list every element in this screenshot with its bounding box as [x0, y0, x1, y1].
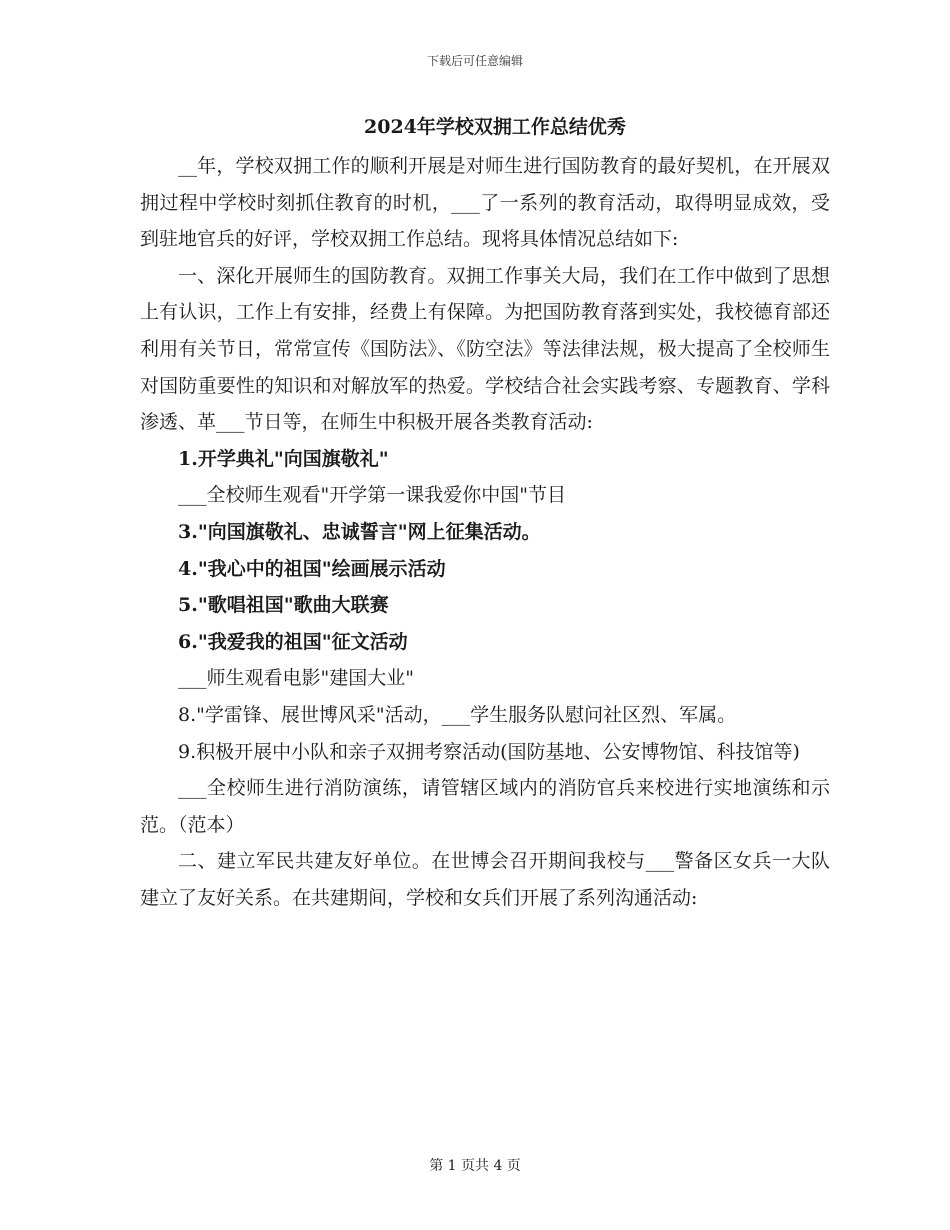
list-item-5: 5."歌唱祖国"歌曲大联赛 — [178, 594, 389, 617]
list-item-4: 4."我心中的祖国"绘画展示活动 — [178, 557, 446, 580]
list-item-1: 1.开学典礼"向国旗敬礼" — [178, 447, 389, 470]
list-item-10: ___全校师生进行消防演练，请管辖区域内的消防官兵来校进行实地演练和示范。（范本） — [140, 777, 830, 836]
paragraph-intro: __年，学校双拥工作的顺利开展是对师生进行国防教育的最好契机，在开展双拥过程中学校时刻抓住教育的时机，___了一系列的教育活动，取得明显成效，受到驻地官兵的好评，学校双拥工作总结。现将具体情况总结如下: — [140, 155, 830, 251]
page-title: 2024年学校双拥工作总结优秀 — [364, 116, 626, 138]
paragraph-section-one: 一、深化开展师生的国防教育。双拥工作事关大局，我们在工作中做到了思想上有认识，工作上有安排，经费上有保障。为把国防教育落到实处，我校德育部还利用有关节日，常常宣传《国防法》、《防空法》等法律法规，极大提高了全校师生对国防重要性的知识和对解放军的热爱。学校结合社会实践考察、专题教育、学科渗透、革___节日等，在师生中积极开展各类教育活动: — [140, 264, 830, 434]
list-item-7: ___师生观看电影"建国大业" — [178, 667, 414, 690]
list-item-6: 6."我爱我的祖国"征文活动 — [178, 630, 408, 653]
page-header-note: 下载后可任意编辑 — [426, 54, 523, 68]
list-item-3: 3."向国旗敬礼、忠诚誓言"网上征集活动。 — [178, 520, 541, 543]
list-item-8: 8."学雷锋、展世博风采"活动，___学生服务队慰问社区烈、军属。 — [178, 703, 737, 726]
list-item-2: ___全校师生观看"开学第一课我爱你中国"节目 — [178, 484, 566, 507]
paragraph-section-two: 二、建立军民共建友好单位。在世博会召开期间我校与___警备区女兵一大队建立了友好关系。在共建期间，学校和女兵们开展了系列沟通活动: — [140, 850, 830, 909]
document-body — [140, 148, 830, 916]
list-item-9: 9.积极开展中小队和亲子双拥考察活动(国防基地、公安博物馆、科技馆等) — [178, 740, 800, 763]
page-number: 第 1 页共 4 页 — [429, 1158, 521, 1174]
